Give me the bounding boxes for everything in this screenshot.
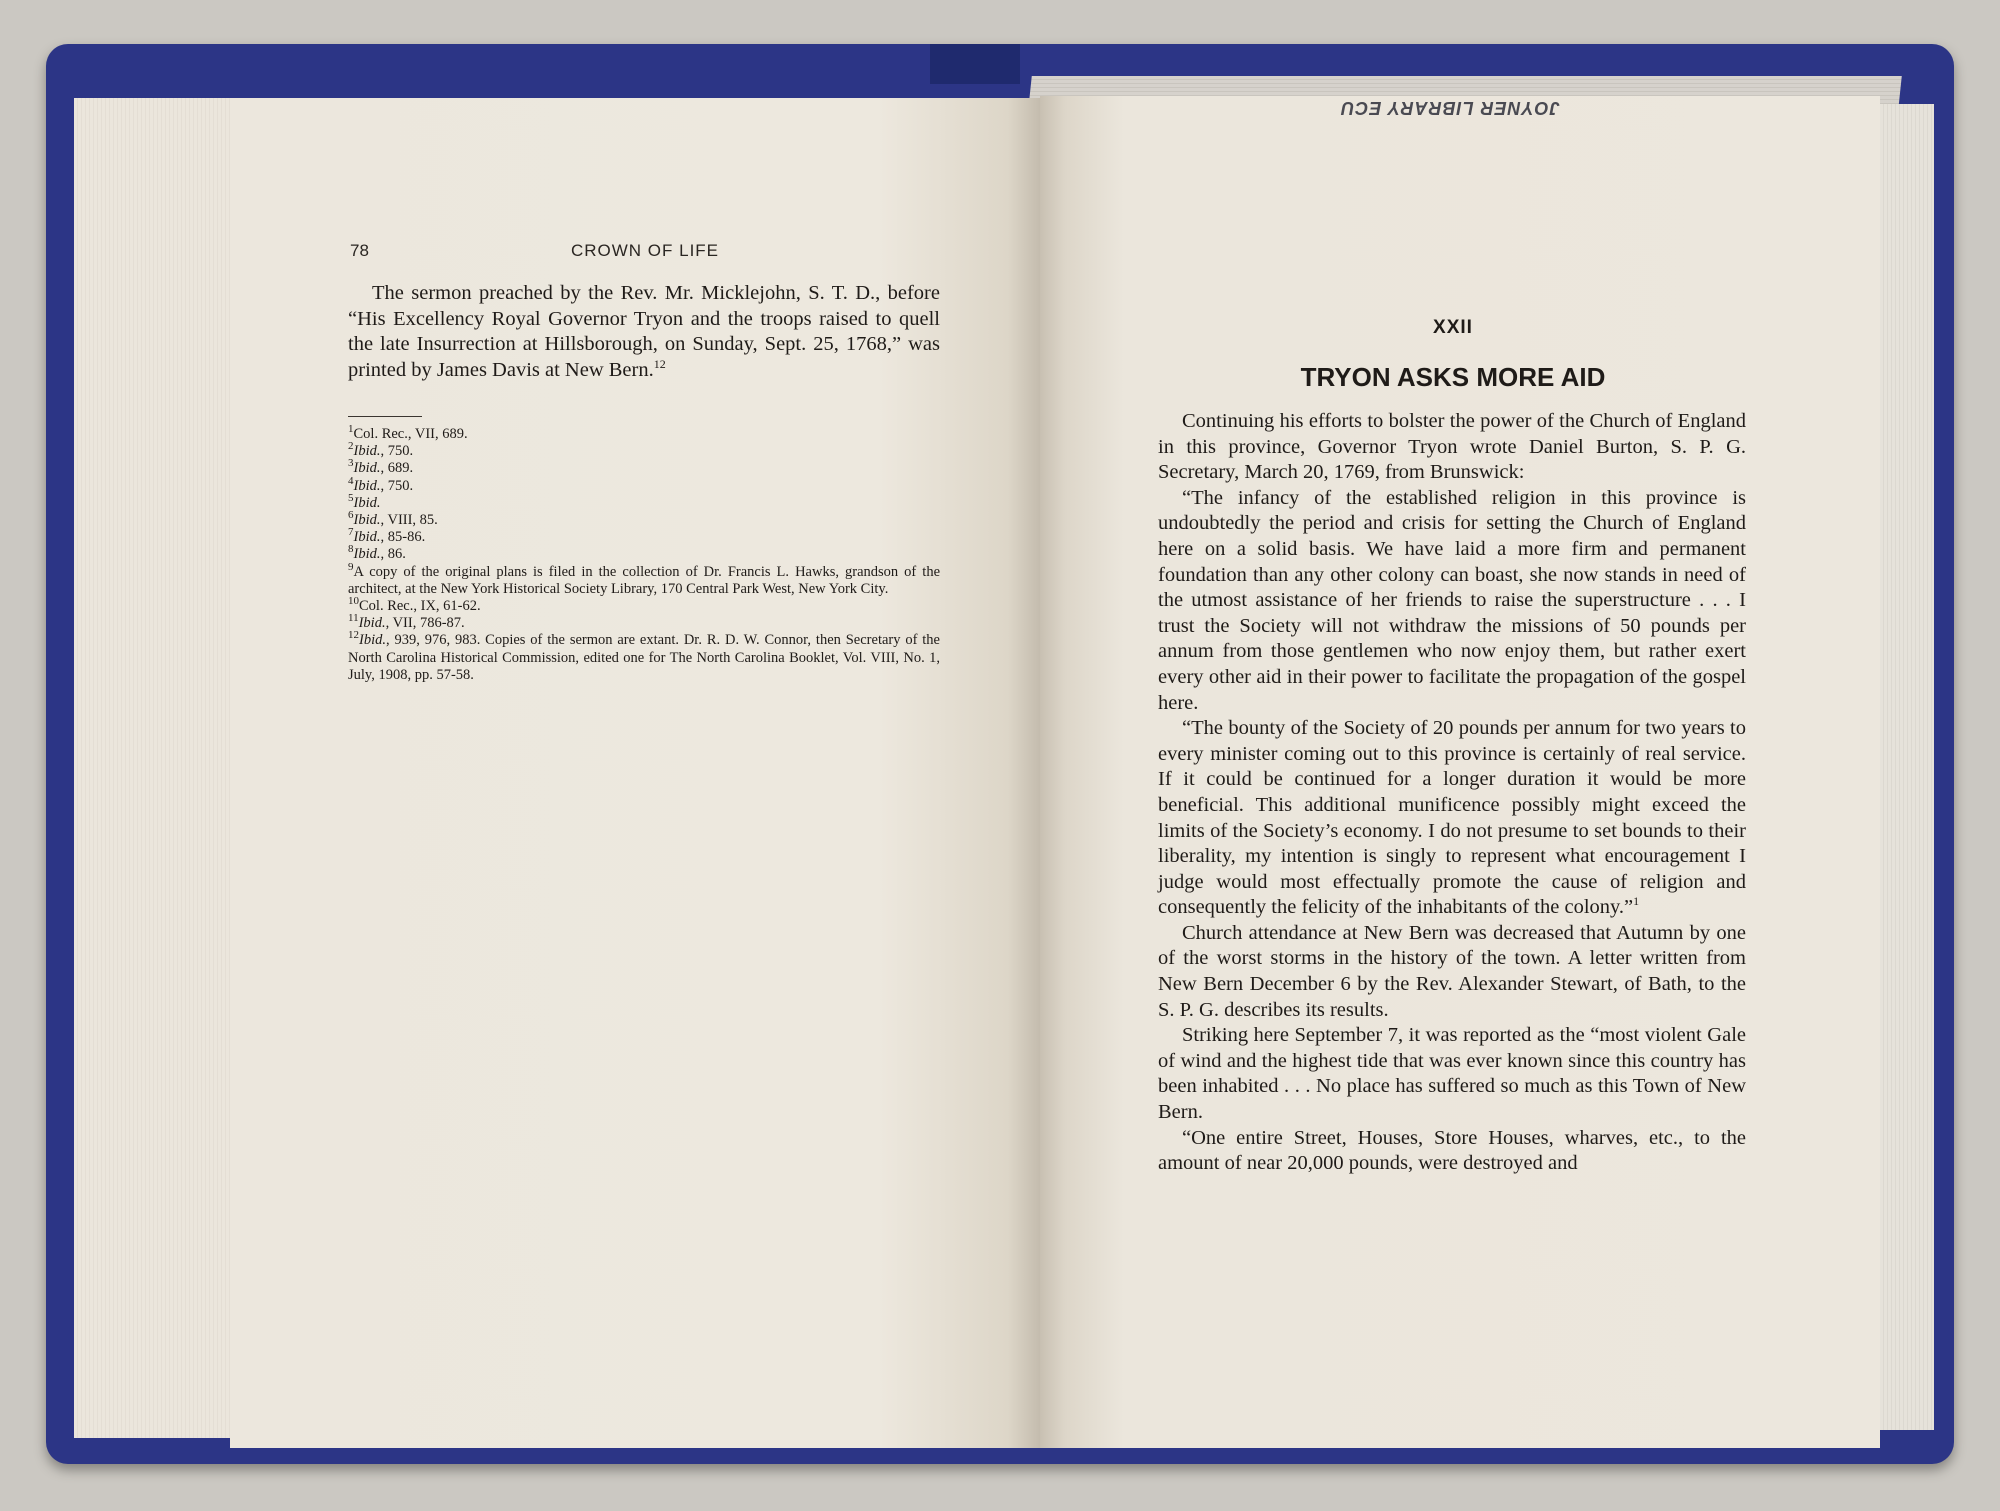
body-paragraph — [1158, 409, 1746, 486]
footnote — [348, 526, 940, 546]
body-paragraph — [1158, 921, 1746, 1023]
footnote — [348, 491, 940, 512]
book-title: CROWN OF LIFE — [570, 241, 720, 260]
left-page-edges — [74, 98, 234, 1438]
footnote — [348, 509, 940, 529]
paragraph-text: “The bounty of the Society of 20 pounds per annum for two years to every minister coming out to this province is certainly of real service. If it could be continued for a longer duration it would be more beneficial. This additional munificence possibly might exceed the limits of the Society’s economy. I do not presume to set bounds to their liberality, my intention is singly to represent what encouragement I judge would most effectually promote the cause of religion and consequently the felicity of the inhabitants of the colony.” — [1158, 717, 1746, 919]
footnote-number: 11 — [348, 612, 359, 625]
footnote-citation: , 86. — [380, 546, 406, 563]
footnote-number: 3 — [348, 457, 354, 470]
footnote-text: Col. Rec., IX, 61-62. — [359, 598, 481, 615]
library-stamp: JOYNER LIBRARY ECU — [1340, 98, 1560, 118]
footnote — [348, 612, 940, 632]
footnote-ibid: Ibid. — [353, 443, 381, 460]
paragraph-text: “The infancy of the established religion in this province is undoubtedly the period and crisis for setting the Church of England here on a solid basis. We have laid a more firm and permanent foundation than any other colony can boast, she now stands in need of the utmost assistance of her friends to raise the superstructure . . . I trust the Society will not withdraw the missions of 50 pounds per annum from those gentlemen who now enjoy them, but rather exert every other aid in their power to facilitate the propagation of the gospel here. — [1158, 486, 1746, 714]
paragraph-text: Striking here September 7, it was reported as the “most violent Gale of wind and the highest tide that was ever known since this country has been inhabited . . . No place has suffered so much as this Town of New Bern. — [1158, 1024, 1746, 1124]
left-body-text — [348, 281, 940, 383]
paragraph-text: “One entire Street, Houses, Store Houses, wharves, etc., to the amount of near 20,000 pounds, were destroyed and — [1158, 1126, 1746, 1175]
footnote-list — [348, 423, 940, 684]
footnote-citation: , 750. — [380, 443, 414, 460]
footnote-number: 2 — [348, 440, 354, 453]
footnote-number: 9 — [348, 560, 354, 573]
body-paragraph — [1158, 1023, 1746, 1125]
footnote-citation: , 85-86. — [380, 529, 426, 546]
footnote — [348, 543, 940, 563]
right-body-text — [1158, 409, 1746, 1177]
footnote-ibid: Ibid. — [358, 615, 386, 632]
footnote-citation: , 689. — [380, 460, 414, 477]
body-paragraph — [1158, 1126, 1746, 1177]
footnote-citation: , 750. — [380, 477, 414, 494]
footnote-number: 10 — [348, 595, 359, 608]
footnote — [348, 629, 940, 684]
footnote — [348, 423, 940, 443]
paragraph-text: Continuing his efforts to bolster the power of the Church of England in this province, Governor Tryon wrote Daniel Burton, S. P. G. Secretary, March 20, 1769, from Brunswick: — [1158, 410, 1746, 484]
footnote-number: 12 — [348, 629, 359, 642]
footnote — [348, 440, 940, 460]
footnote-ibid: Ibid. — [353, 494, 381, 511]
footnote-ref: 1 — [1633, 894, 1640, 909]
footnote-citation: , VIII, 85. — [380, 512, 438, 529]
footnote-ref: 12 — [653, 356, 666, 371]
paragraph-text: Church attendance at New Bern was decreased that Autumn by one of the worst storms in the history of the town. A letter written from New Bern December 6 by the Rev. Alexander Stewart, of Bath, to the S. P. G. describes its results. — [1158, 921, 1746, 1021]
chapter-number: XXII — [1433, 317, 1473, 338]
chapter-title: TRYON ASKS MORE AID — [1300, 362, 1606, 392]
footnote-citation: , 939, 976, 983. Copies of the sermon are extant. Dr. R. D. W. Connor, then Secretary of the North Carolina Historical Commission, edited one for The North Carolina Booklet, Vol. VIII, No. 1, July, 1908, pp. 57-58. — [348, 632, 940, 683]
footnote-ibid: Ibid. — [359, 632, 386, 649]
body-paragraph — [1158, 716, 1746, 921]
footnote-number: 7 — [348, 526, 354, 539]
footnote-citation: , VII, 786-87. — [385, 615, 465, 632]
footnote-rule — [348, 416, 422, 417]
footnote — [348, 595, 940, 615]
footnote-ibid: Ibid. — [353, 529, 381, 546]
body-paragraph — [1158, 486, 1746, 716]
footnote-ibid: Ibid. — [353, 477, 381, 494]
footnote — [348, 474, 940, 495]
footnote — [348, 560, 940, 598]
footnote-number: 4 — [348, 474, 354, 487]
footnote-ibid: Ibid. — [353, 546, 381, 563]
footnote-text: A copy of the original plans is filed in the collection of Dr. Francis L. Hawks, grandson of the architect, at the New York Historical Society Library, 170 Central Park West, New York City. — [348, 563, 940, 597]
footnote-text: Col. Rec., VII, 689. — [353, 426, 468, 442]
page-number: 78 — [350, 241, 369, 260]
footnote-ibid: Ibid. — [353, 512, 381, 529]
footnote-ibid: Ibid. — [353, 460, 381, 477]
paragraph-text: The sermon preached by the Rev. Mr. Micklejohn, S. T. D., before “His Excellency Royal Governor Tryon and the troops raised to quell the late Insurrection at Hillsborough, on Sunday, Sept. 25, 1768,” was printed by James Davis at New Bern. — [348, 282, 940, 381]
footnote-number: 1 — [348, 423, 354, 436]
running-head — [350, 241, 940, 265]
left-paragraph — [348, 281, 940, 383]
right-page-edges — [1872, 104, 1934, 1430]
footnote-number: 6 — [348, 509, 354, 522]
book-spine — [930, 44, 1020, 84]
footnote-number: 5 — [348, 491, 354, 504]
footnote — [348, 457, 940, 477]
footnote-number: 8 — [348, 543, 354, 556]
